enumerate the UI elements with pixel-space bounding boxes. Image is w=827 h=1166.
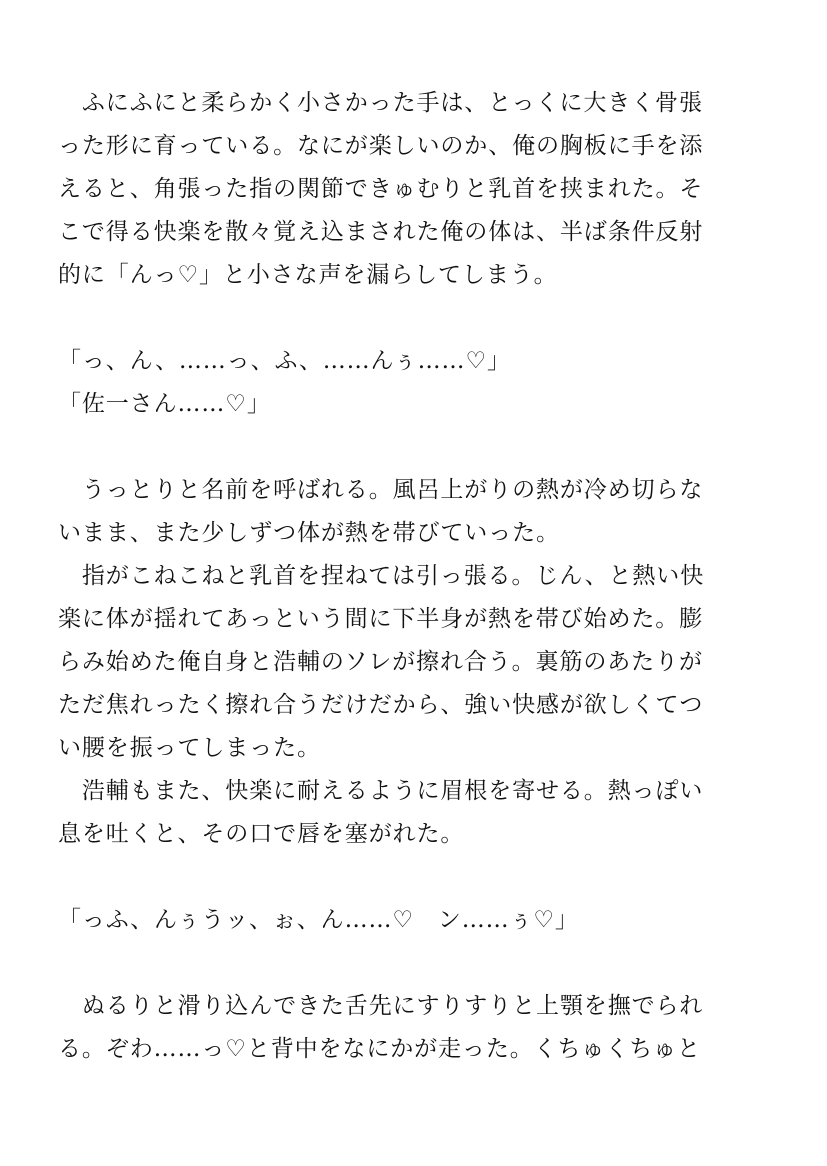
text-line: ぬるりと滑り込んできた舌先にすりすりと上顎を撫でられ [58, 993, 704, 1019]
text-line: ふにふにと柔らかく小さかった手は、とっくに大きく骨張 [58, 90, 703, 116]
text-line: ただ焦れったく擦れ合うだけだから、強い快感が欲しくてつ [58, 692, 704, 718]
blank-line [58, 942, 758, 985]
text-line: いまま、また少しずつ体が熱を帯びていった。 [58, 520, 560, 546]
text-line: 浩輔もまた、快楽に耐えるように眉根を寄せる。熱っぽい [58, 778, 704, 804]
blank-line [58, 426, 758, 469]
text-line: 的に「んっ♡」と小さな声を漏らしてしまう。 [58, 262, 558, 288]
text-line: 息を吐くと、その口で唇を塞がれた。 [58, 821, 465, 847]
text-line: 楽に体が揺れてあっという間に下半身が熱を帯び始めた。膨 [58, 606, 704, 632]
blank-line [58, 856, 758, 899]
text-line: い腰を振ってしまった。 [58, 735, 321, 761]
dialogue-line: 「っ、ん、……っ、ふ、……んぅ……♡」 [58, 348, 511, 374]
text-line: うっとりと名前を呼ばれる。風呂上がりの熱が冷め切らな [58, 477, 704, 503]
text-line: 指がこねこねと乳首を捏ねては引っ張る。じん、と熱い快 [58, 563, 705, 589]
text-line: らみ始めた俺自身と浩輔のソレが擦れ合う。裏筋のあたりが [58, 649, 703, 675]
dialogue-line: 「っふ、んぅうッ、ぉ、ん……♡ ン……ぅ♡」 [58, 907, 579, 933]
text-line: えると、角張った指の関節できゅむりと乳首を挟まれた。そ [58, 176, 704, 202]
text-line: こで得る快楽を散々覚え込まされた俺の体は、半ば条件反射 [58, 219, 704, 245]
text-line: る。ぞわ……っ♡と背中をなにかが走った。くちゅくちゅと [58, 1036, 701, 1062]
blank-line [58, 297, 758, 340]
dialogue-line: 「佐一さん……♡」 [58, 391, 271, 417]
text-line: った形に育っている。なにが楽しいのか、俺の胸板に手を添 [58, 133, 704, 159]
body-text [58, 82, 758, 1071]
